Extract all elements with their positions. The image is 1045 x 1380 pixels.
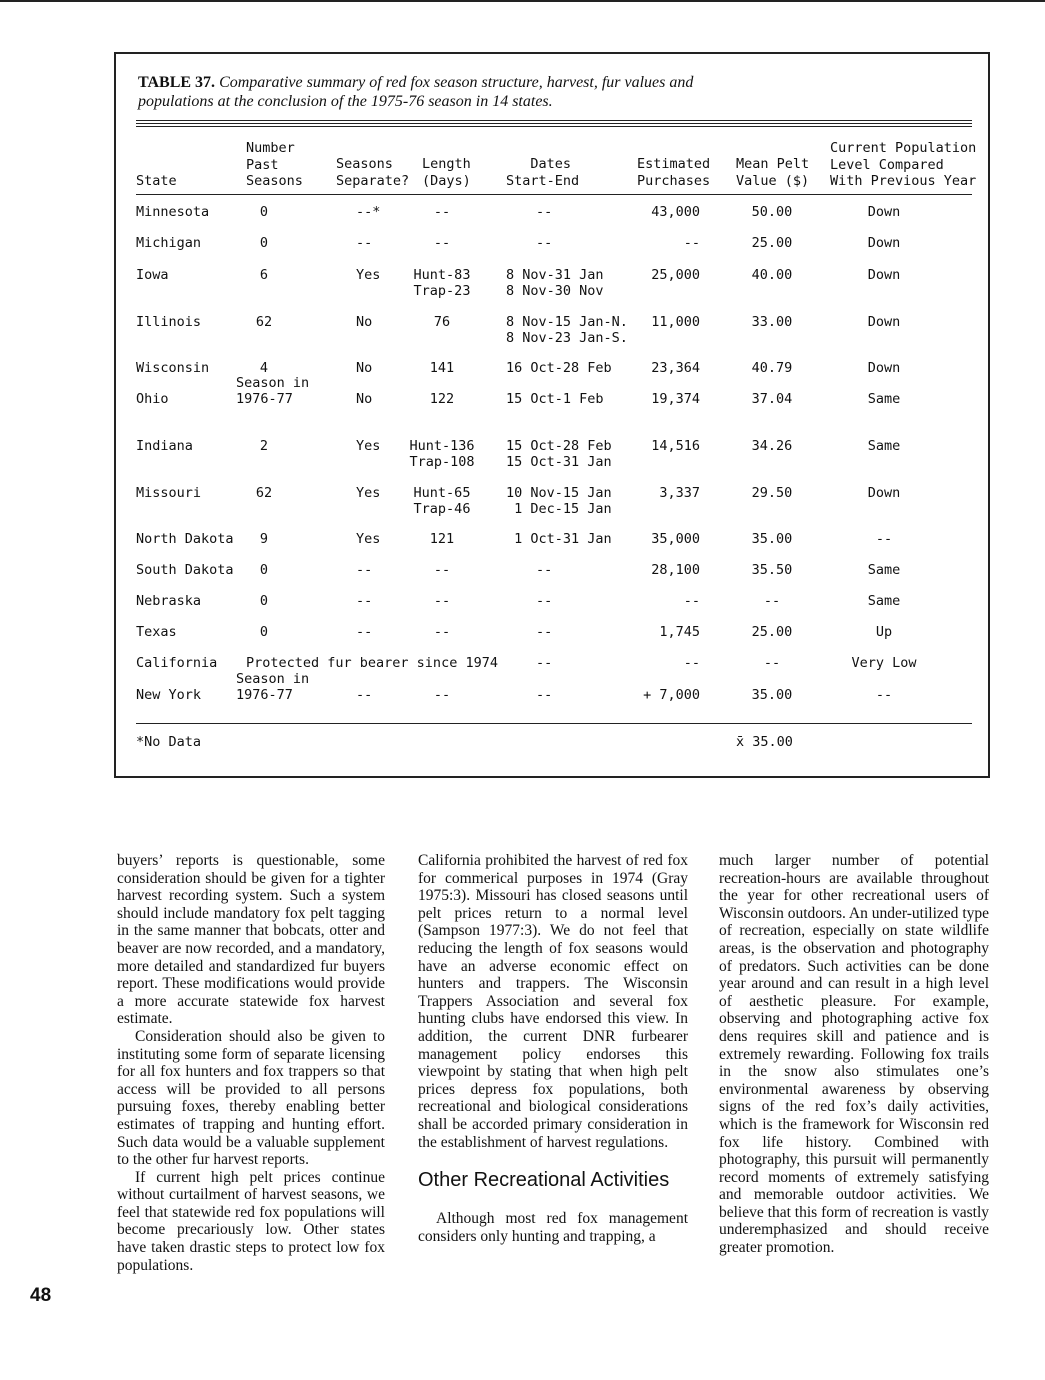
cell-pelt: 35.00: [751, 687, 793, 703]
cell-dates: --: [536, 687, 553, 703]
cell-purchases: + 7,000: [643, 687, 700, 703]
cell-pelt: --: [763, 655, 781, 671]
cell-purchases: 35,000: [651, 531, 700, 547]
cell-state: North Dakota: [136, 531, 234, 547]
cell-past: 2: [259, 438, 269, 454]
cell-length: 141: [429, 360, 455, 376]
cell-purchases: 3,337: [659, 485, 700, 501]
cell-pelt: 25.00: [751, 235, 793, 251]
header-population: Current Population Level Compared With Previous Year: [830, 140, 977, 189]
header-dates: Dates Start-End: [506, 156, 580, 189]
paragraph: California prohibited the harvest of red fox for commerical purposes in 1974 (Gray 1975:3). Missouri has closed seasons until pelt prices return to a normal level (Sampson 1977:3). We do not feel that reducing the length of fox seasons would have an adverse economic effect on hunters and trappers. The Wisconsin Trappers Association and several fox hunting clubs have endorsed this view. In addition, the current DNR furbearer management policy endorses this viewpoint by stating that when high pelt prices depress fox populations, both recreational and biological considerations shall be accorded primary consideration in the establishment of harvest regulations.: [418, 852, 688, 1151]
table-caption: [138, 73, 738, 111]
cell-pelt: 34.26: [751, 438, 793, 454]
rule: [136, 123, 972, 124]
cell-population: Down: [867, 235, 901, 251]
cell-population: Very Low: [851, 655, 917, 671]
header-length: Length (Days): [422, 156, 471, 189]
cell-separate: --: [356, 624, 373, 640]
cell-dates: --: [536, 562, 553, 578]
cell-population: Down: [867, 204, 901, 220]
cell-length: 122: [429, 391, 455, 407]
cell-state: South Dakota: [136, 562, 234, 578]
cell-purchases: 1,745: [659, 624, 700, 640]
paragraph: buyers’ reports is questionable, some consideration should be given for a tighter harvest recording system. Such a system should include mandatory fox pelt tagging in the same manner that bobcats, otter and beaver are now recorded, and a mandatory, more detailed and standardized fur buyers report. These modifications would provide a more accurate statewide fox harvest estimate.: [117, 852, 385, 1028]
cell-state: Texas: [136, 624, 177, 640]
cell-state: Missouri: [136, 485, 202, 501]
cell-state: Minnesota: [136, 204, 210, 220]
cell-separate: Yes: [356, 267, 381, 283]
cell-dates: --: [536, 655, 553, 671]
table-title: Comparative summary of red fox season structure, harvest, fur values and populations at the conclusion of the 1975-76 season in 14 states.: [138, 74, 694, 110]
cell-population: --: [875, 531, 893, 547]
cell-separate: --: [356, 235, 373, 251]
cell-state: Michigan: [136, 235, 202, 251]
section-heading: Other Recreational Activities: [418, 1169, 670, 1192]
cell-purchases: 25,000: [651, 267, 700, 283]
cell-dates: --: [536, 204, 553, 220]
cell-separate: --: [356, 593, 373, 609]
cell-state: Iowa: [136, 267, 169, 283]
cell-dates: --: [536, 593, 553, 609]
cell-length: Hunt-83 Trap-23: [413, 267, 471, 299]
cell-length: --: [433, 624, 451, 640]
cell-length: --: [433, 204, 451, 220]
paragraph: If current high pelt prices continue without curtailment of harvest seasons, we feel that statewide red fox populations will become precariously low. Other states have taken drastic steps to protect low fox populations.: [117, 1168, 385, 1274]
cell-state: Indiana: [136, 438, 193, 454]
cell-purchases: --: [683, 235, 700, 251]
cell-population: Down: [867, 267, 901, 283]
cell-population: Down: [867, 485, 901, 501]
cell-dates: 10 Nov-15 Jan 1 Dec-15 Jan: [506, 485, 612, 517]
cell-past: 4: [259, 360, 269, 376]
cell-state: Nebraska: [136, 593, 202, 609]
cell-population: Same: [867, 391, 901, 407]
cell-purchases: 11,000: [651, 314, 700, 330]
cell-pelt: 35.00: [751, 531, 793, 547]
cell-separate: No: [356, 391, 373, 407]
cell-separate: No: [356, 360, 373, 376]
cell-length: --: [433, 593, 451, 609]
cell-separate: --: [356, 562, 373, 578]
cell-pelt: 40.00: [751, 267, 793, 283]
header-past-seasons: Number Past Seasons: [246, 140, 303, 189]
cell-separate: Yes: [356, 438, 381, 454]
cell-population: Up: [875, 624, 893, 640]
header-seasons-separate: Seasons Separate?: [336, 156, 410, 189]
cell-population: Down: [867, 314, 901, 330]
cell-pelt: 29.50: [751, 485, 793, 501]
rule: [136, 120, 972, 121]
cell-population: Same: [867, 593, 901, 609]
cell-dates: --: [536, 624, 553, 640]
cell-past: 9: [259, 531, 269, 547]
cell-purchases: --: [683, 593, 700, 609]
cell-past: 0: [259, 204, 269, 220]
cell-state: Illinois: [136, 314, 202, 330]
cell-length: Hunt-65 Trap-46: [413, 485, 471, 517]
cell-pelt: 33.00: [751, 314, 793, 330]
top-border: [0, 0, 1045, 2]
cell-pelt: 40.79: [751, 360, 793, 376]
cell-population: Same: [867, 438, 901, 454]
cell-past: Season in 1976-77: [236, 375, 310, 407]
cell-pelt: 25.00: [751, 624, 793, 640]
mean-pelt-value: x̄ 35.00: [736, 734, 793, 750]
header-purchases: Estimated Purchases: [637, 156, 711, 189]
paragraph: much larger number of potential recreation-hours are available throughout the year for other recreational users of Wisconsin outdoors. An under-utilized type of recreation, especially on state wildlife areas, is the observation and photography of predators. Such activities can be done year around and can result in a high level of aesthetic pleasure. For example, observing and photographing active fox dens requires skill and patience and is extremely rewarding. Following fox trails in the snow also stimulates one’s environmental awareness by observing signs of the red fox’s daily activities, which is the framework for Wisconsin red fox life history. Combined with photography, this pursuit will permanently record moments of extremely satisfying and memorable outdoor activities. We believe that this form of recreation is vastly underemphasized and should receive greater promotion.: [719, 852, 989, 1257]
cell-length: 76: [433, 314, 451, 330]
cell-length: --: [433, 562, 451, 578]
header-rule: [136, 194, 972, 195]
rule: [136, 126, 972, 127]
bottom-rule: [136, 723, 972, 724]
cell-purchases: 28,100: [651, 562, 700, 578]
cell-dates: 8 Nov-31 Jan 8 Nov-30 Nov: [506, 267, 604, 299]
cell-population: Same: [867, 562, 901, 578]
cell-length: Hunt-136 Trap-108: [409, 438, 475, 470]
cell-dates: 8 Nov-15 Jan-N. 8 Nov-23 Jan-S.: [506, 314, 628, 346]
cell-pelt: 37.04: [751, 391, 793, 407]
cell-purchases: 23,364: [651, 360, 700, 376]
cell-state: Ohio: [136, 391, 169, 407]
cell-past: 0: [259, 562, 269, 578]
cell-separate: No: [356, 314, 373, 330]
cell-pelt: 50.00: [751, 204, 793, 220]
cell-dates: 1 Oct-31 Jan: [506, 531, 612, 547]
header-pelt-value: Mean Pelt Value ($): [736, 156, 810, 189]
page-number: 48: [30, 1285, 52, 1306]
footnote: *No Data: [136, 734, 202, 750]
cell-purchases: 14,516: [651, 438, 700, 454]
cell-pelt: 35.50: [751, 562, 793, 578]
paragraph: Consideration should also be given to instituting some form of separate licensing for all fox hunters and fox trappers so that access will be provided to all persons pursuing foxes, thereby enabling better estimates of trapping and hunting effort. Such data would be a valuable supplement to the other fur harvest reports.: [117, 1027, 385, 1169]
cell-purchases: 43,000: [651, 204, 700, 220]
body-column-2: [418, 852, 688, 1245]
cell-dates: --: [536, 235, 553, 251]
cell-separate: Yes: [356, 485, 381, 501]
body-column-1: [117, 852, 385, 1274]
cell-past: Season in 1976-77: [236, 671, 310, 703]
cell-past: 6: [259, 267, 269, 283]
cell-past: 0: [259, 593, 269, 609]
cell-past: 62: [255, 485, 273, 501]
cell-population: --: [875, 687, 893, 703]
cell-separate: --*: [356, 204, 381, 220]
paragraph: Although most red fox management considers only hunting and trapping, a: [418, 1210, 688, 1245]
cell-separate: --: [356, 687, 373, 703]
header-state: State: [136, 173, 177, 189]
cell-state: California: [136, 655, 218, 671]
cell-purchases: --: [683, 655, 700, 671]
cell-length: 121: [429, 531, 455, 547]
cell-past: Protected fur bearer since 1974: [246, 655, 498, 671]
cell-state: Wisconsin: [136, 360, 210, 376]
cell-dates: 16 Oct-28 Feb: [506, 360, 612, 376]
cell-length: --: [433, 687, 451, 703]
cell-dates: 15 Oct-1 Feb: [506, 391, 604, 407]
cell-pelt: --: [763, 593, 781, 609]
cell-separate: Yes: [356, 531, 381, 547]
cell-dates: 15 Oct-28 Feb 15 Oct-31 Jan: [506, 438, 612, 470]
body-column-3: [719, 852, 989, 1257]
cell-state: New York: [136, 687, 202, 703]
cell-past: 62: [255, 314, 273, 330]
cell-length: --: [433, 235, 451, 251]
cell-past: 0: [259, 235, 269, 251]
table-label: TABLE 37.: [138, 74, 216, 91]
cell-past: 0: [259, 624, 269, 640]
cell-purchases: 19,374: [651, 391, 700, 407]
cell-population: Down: [867, 360, 901, 376]
